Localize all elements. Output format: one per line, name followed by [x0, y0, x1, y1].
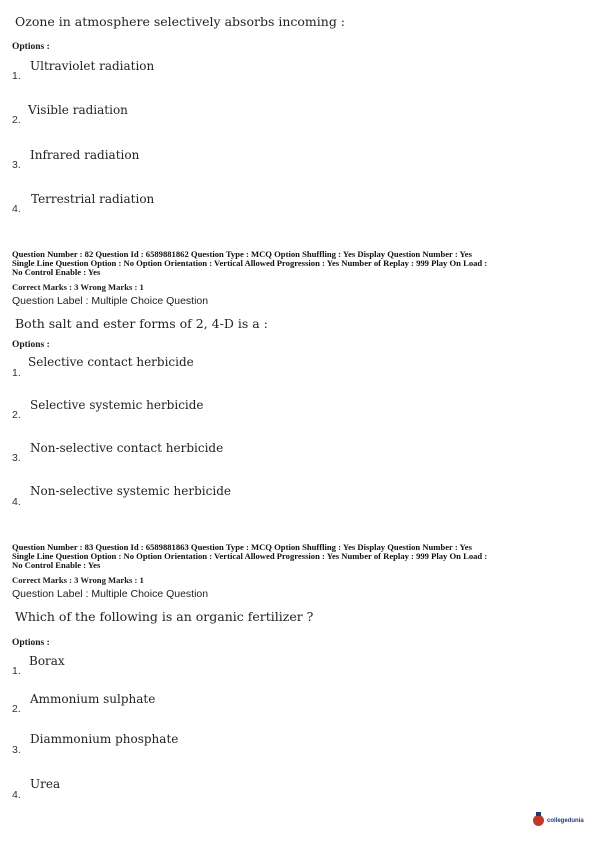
question-meta: [12, 250, 584, 277]
meta-line: Single Line Question Option : No Option Orientation : Vertical Allowed Progression : Yes Number of Replay : 999 Play On Load :: [12, 258, 488, 268]
logo-icon: [533, 815, 544, 826]
option-number: 4.: [12, 496, 21, 508]
meta-line: Question Number : 83 Question Id : 6589881863 Question Type : MCQ Option Shuffling : Yes Display Question Number : Yes: [12, 542, 472, 552]
option-number: 2.: [12, 114, 21, 126]
option-number: 3.: [12, 452, 21, 464]
option-number: 4.: [12, 203, 21, 215]
option-text: Selective contact herbicide: [28, 355, 194, 369]
option-number: 3.: [12, 744, 21, 756]
options-heading: Options :: [12, 42, 50, 52]
meta-line: No Control Enable : Yes: [12, 267, 101, 277]
option-text: Ammonium sulphate: [30, 692, 156, 706]
option-number: 3.: [12, 159, 21, 171]
option-number: 2.: [12, 409, 21, 421]
marks-info: Correct Marks : 3 Wrong Marks : 1: [12, 575, 144, 585]
option-text: Borax: [29, 654, 65, 668]
question-text: Both salt and ester forms of 2, 4-D is a :: [15, 316, 268, 331]
option-text: Ultraviolet radiation: [30, 59, 155, 73]
meta-line: Question Number : 82 Question Id : 6589881862 Question Type : MCQ Option Shuffling : Yes Display Question Number : Yes: [12, 249, 472, 259]
marks-info: Correct Marks : 3 Wrong Marks : 1: [12, 282, 144, 292]
collegedunia-logo: [533, 815, 584, 826]
option-number: 2.: [12, 703, 21, 715]
option-text: Non-selective contact herbicide: [30, 441, 224, 455]
meta-line: Single Line Question Option : No Option Orientation : Vertical Allowed Progression : Yes Number of Replay : 999 Play On Load :: [12, 551, 488, 561]
meta-line: No Control Enable : Yes: [12, 560, 101, 570]
question-text: Which of the following is an organic fertilizer ?: [15, 609, 314, 624]
option-number: 1.: [12, 70, 21, 82]
question-label: Question Label : Multiple Choice Question: [12, 588, 209, 600]
option-number: 1.: [12, 367, 21, 379]
option-text: Visible radiation: [28, 103, 128, 117]
question-meta: [12, 543, 584, 570]
option-text: Infrared radiation: [30, 148, 140, 162]
options-heading: Options :: [12, 340, 50, 350]
question-text: Ozone in atmosphere selectively absorbs incoming :: [15, 14, 346, 29]
option-text: Diammonium phosphate: [30, 732, 179, 746]
option-number: 1.: [12, 665, 21, 677]
option-text: Non-selective systemic herbicide: [30, 484, 231, 498]
question-label: Question Label : Multiple Choice Question: [12, 295, 209, 307]
option-text: Terrestrial radiation: [31, 192, 155, 206]
option-number: 4.: [12, 789, 21, 801]
logo-text: collegedunia: [547, 817, 584, 824]
options-heading: Options :: [12, 638, 50, 648]
option-text: Urea: [30, 777, 61, 791]
option-text: Selective systemic herbicide: [30, 398, 204, 412]
